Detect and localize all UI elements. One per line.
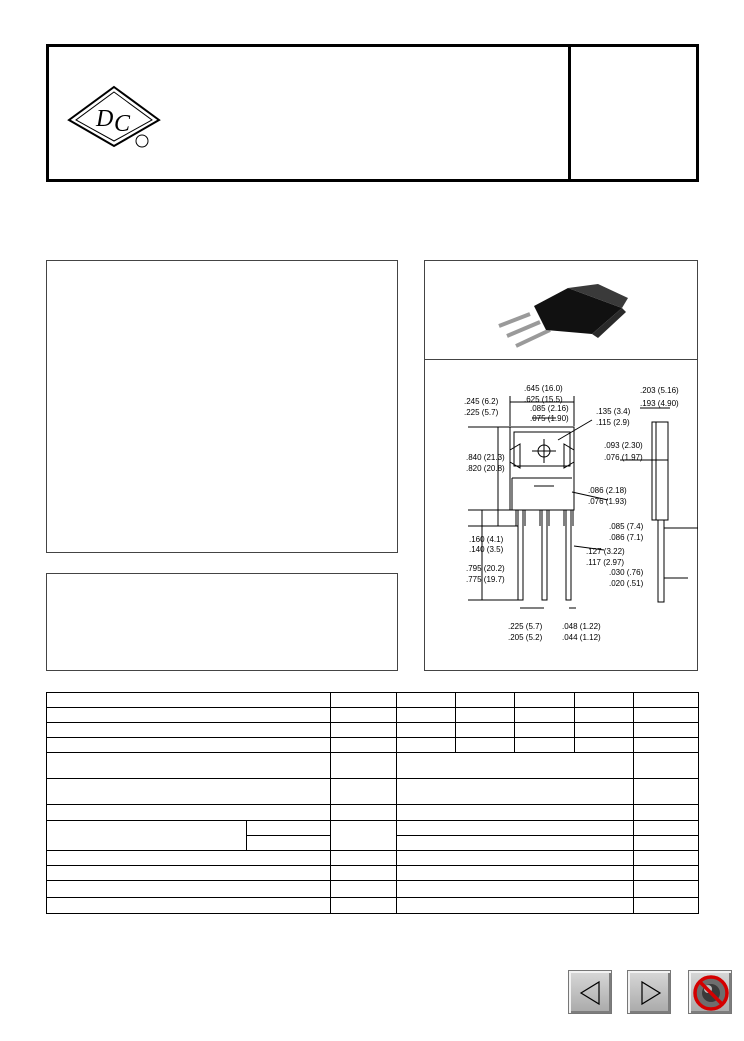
table-row [47,738,699,753]
dim-hole-offset-min: .075 (1.90) [530,414,569,423]
table-row [47,821,699,836]
triangle-left-icon [569,971,613,1015]
dim-lead-length-max: .795 (20.2) [466,564,505,573]
dim-lead-shoulder-max: .160 (4.1) [469,535,504,544]
dim-slot-width-max: .086 (2.18) [588,486,627,495]
table-row [47,851,699,866]
svg-text:D: D [96,106,114,132]
table-row [47,779,699,805]
transistor-photo [494,282,630,350]
table-row [47,723,699,738]
table-row [47,693,699,708]
dim-lead-tip-min: .044 (1.12) [562,633,601,642]
dim-hole-dia-min: .115 (2.9) [596,418,630,427]
dim-slot-width-min: .076 (1.93) [588,497,627,506]
company-logo [66,84,162,150]
dim-top-width-min: .625 (15.5) [524,395,563,404]
dim-tab-height-min: .225 (5.7) [464,408,499,417]
dim-tab-thick-min: .076 (1.97) [604,453,643,462]
ratings-table [46,692,699,914]
triangle-right-icon [628,971,672,1015]
no-entry-icon [689,971,733,1015]
dim-lead-shoulder-min: .140 (3.5) [469,545,504,554]
table-row [47,805,699,821]
dim-lead-width-max: .127 (3.22) [586,547,625,556]
dim-lead-pitch-max: .225 (5.7) [508,622,543,631]
dim-tab-height-max: .245 (6.2) [464,397,499,406]
dim-lead-width-min: .117 (2.97) [586,558,625,567]
header-divider [568,44,571,182]
dim-hole-dia-max: .135 (3.4) [596,407,631,416]
dim-lead-taper-min: .086 (7.1) [609,533,644,542]
exit-button[interactable] [688,970,732,1014]
mechanical-data-panel [46,573,398,671]
dim-lead-thick-max: .030 (.76) [609,568,644,577]
dim-hole-offset-max: .085 (2.16) [530,404,569,413]
dim-lead-length-min: .775 (19.7) [466,575,505,584]
dim-body-height-min: .820 (20.8) [466,464,505,473]
dim-body-height-max: .840 (21.3) [466,453,505,462]
dim-lead-taper-max: .085 (7.4) [609,522,644,531]
dim-lead-thick-min: .020 (.51) [609,579,644,588]
features-panel [46,260,398,553]
dim-lead-pitch-min: .205 (5.2) [508,633,543,642]
dim-thickness-min: .193 (4.90) [640,399,679,408]
previous-page-button[interactable] [568,970,612,1014]
table-row [47,708,699,723]
dim-lead-tip-max: .048 (1.22) [562,622,601,631]
table-row [47,753,699,779]
dim-tab-thick-max: .093 (2.30) [604,441,643,450]
table-row [47,898,699,914]
next-page-button[interactable] [627,970,671,1014]
table-row [47,866,699,881]
table-row [47,881,699,898]
svg-text:C: C [114,111,131,137]
dim-top-width-max: .645 (16.0) [524,384,563,393]
dim-thickness-max: .203 (5.16) [640,386,679,395]
